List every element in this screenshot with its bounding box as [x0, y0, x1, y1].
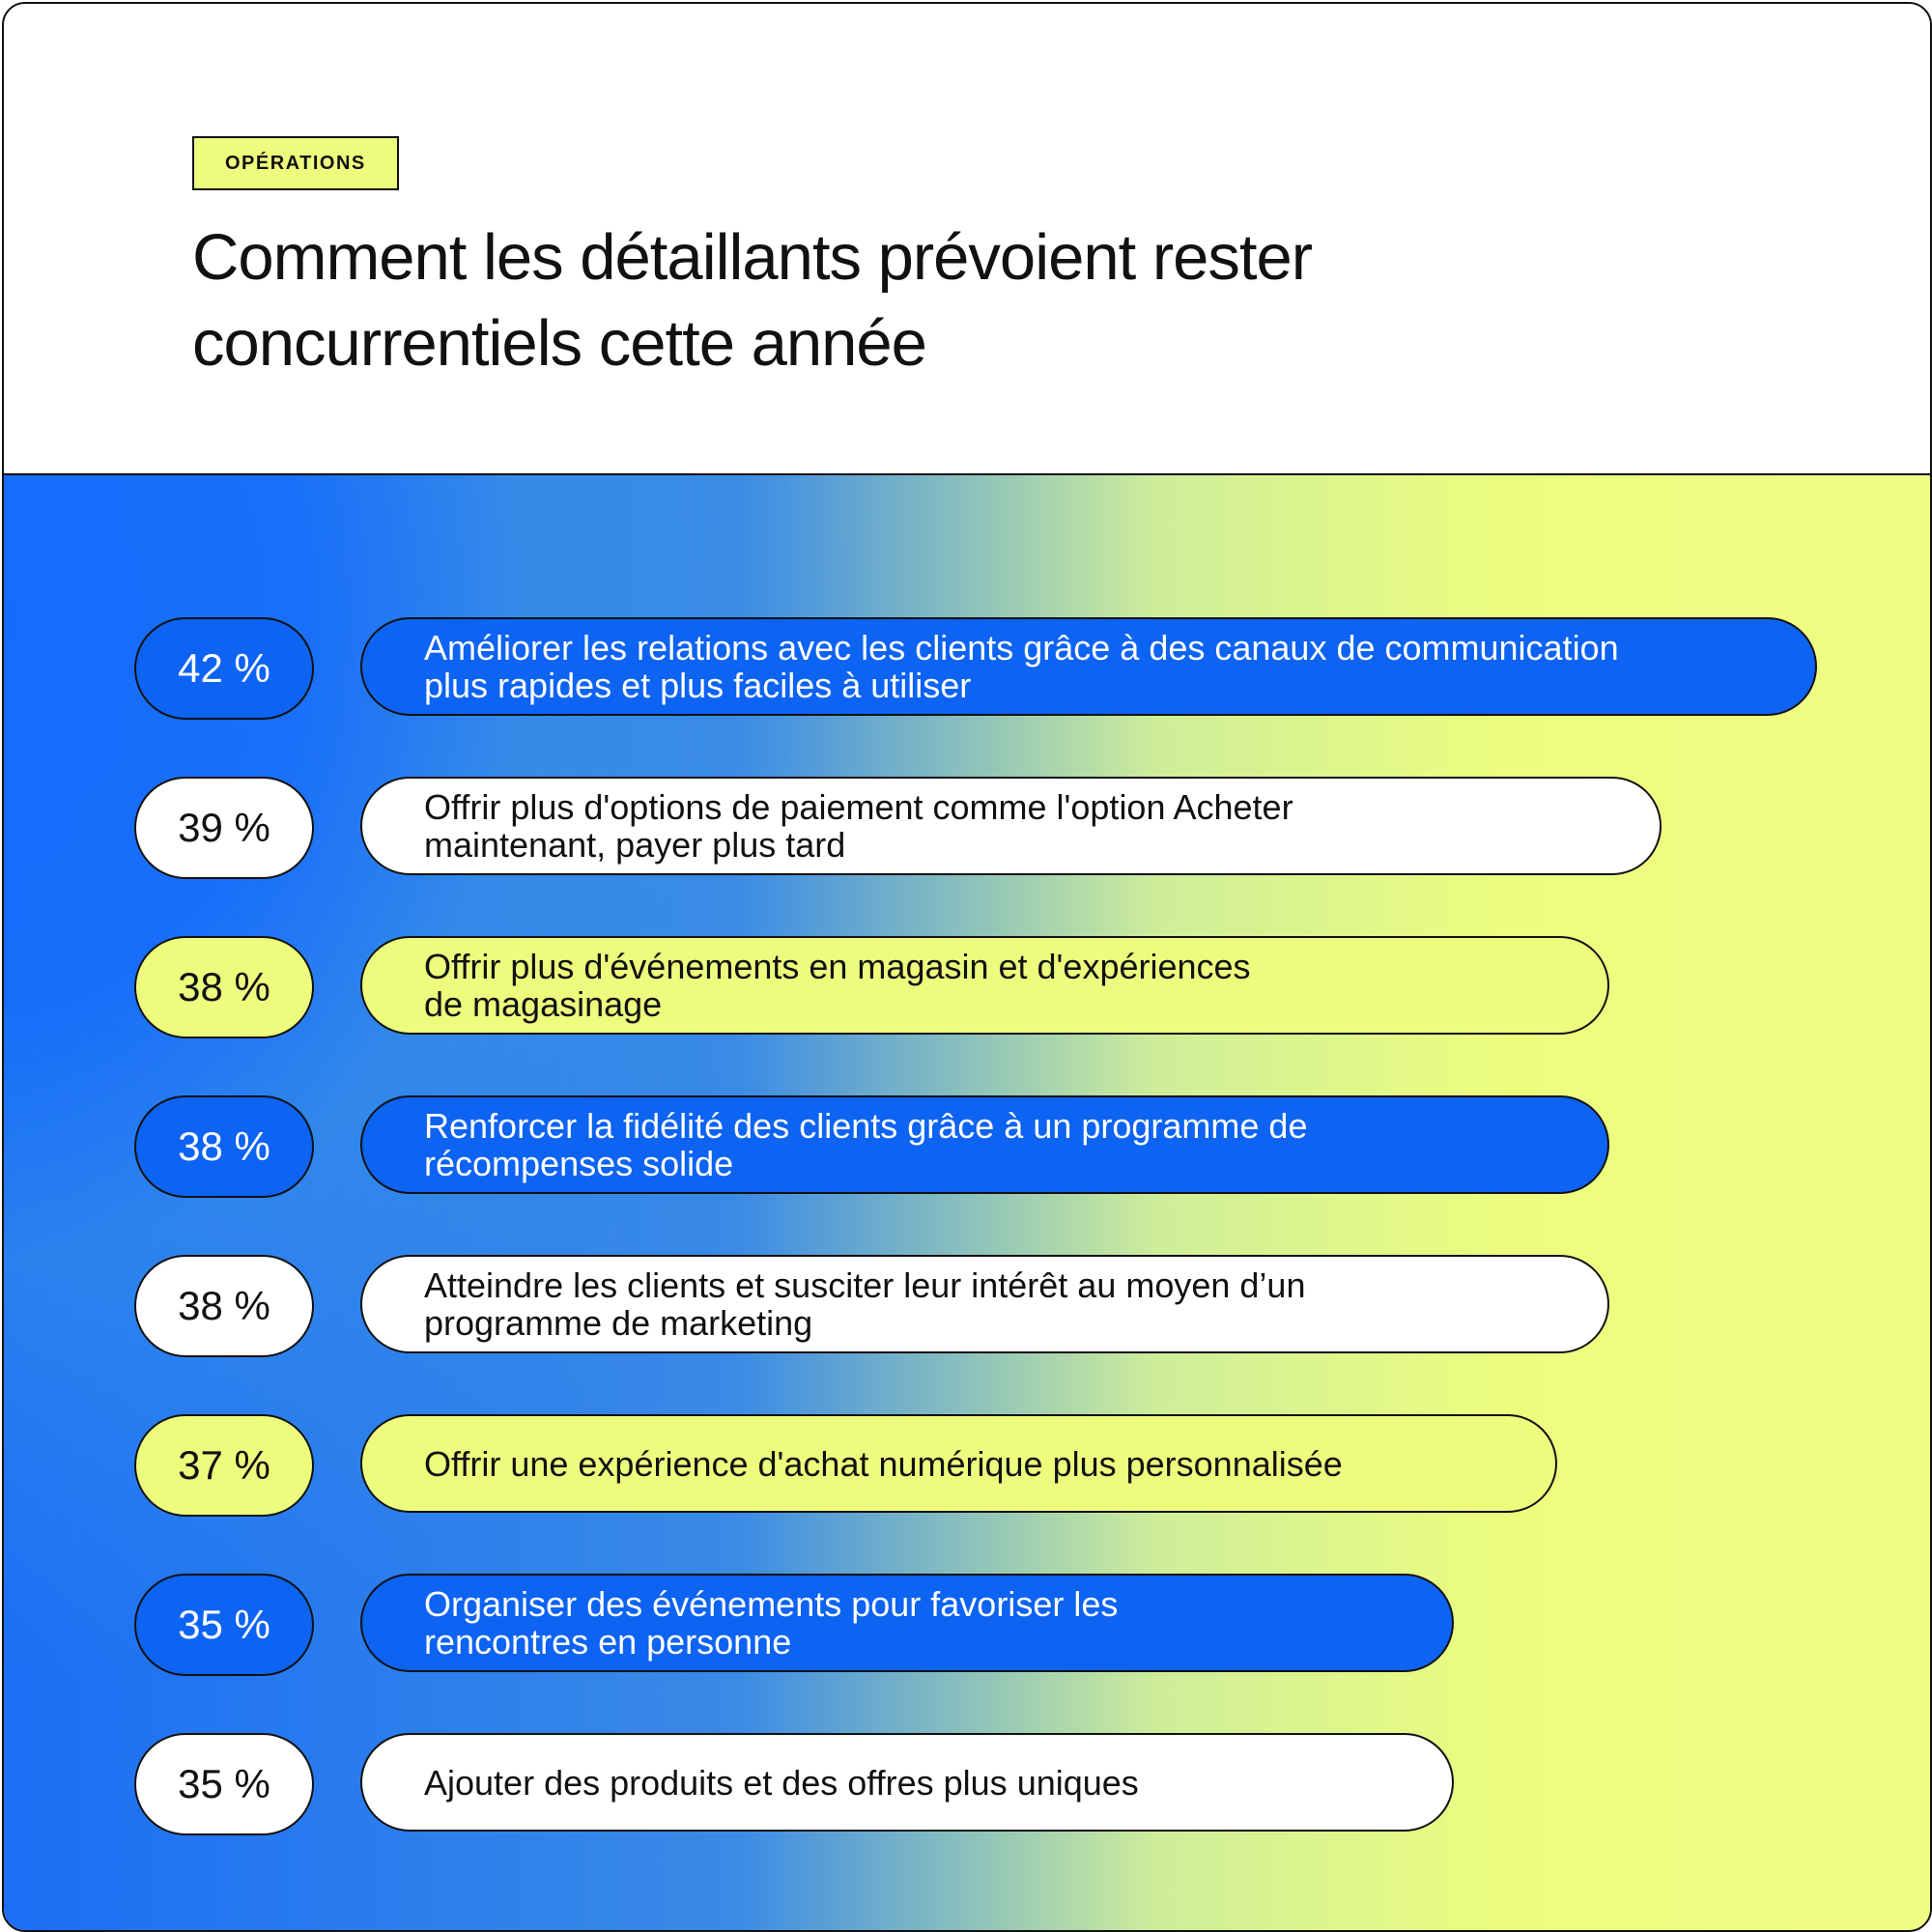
bar-row: [4, 777, 1930, 879]
bar: [360, 1255, 1609, 1353]
bar-row: [4, 1574, 1930, 1676]
category-tag: OPÉRATIONS: [192, 136, 399, 190]
bar-row: [4, 1255, 1930, 1357]
value-label: 35 %: [134, 1733, 314, 1835]
infographic-card: [2, 2, 1932, 1932]
category-label: Ajouter des produits et des offres plus uniques: [424, 1762, 1139, 1803]
bar-row: [4, 936, 1930, 1038]
value-label: 42 %: [134, 617, 314, 720]
category-label: Atteindre les clients et susciter leur intérêt au moyen d’un programme de marketing: [424, 1265, 1306, 1343]
bar-row: [4, 1733, 1930, 1835]
bar: [360, 1733, 1454, 1832]
header-section: [4, 4, 1930, 475]
value-label: 38 %: [134, 1255, 314, 1357]
category-label: Offrir plus d'événements en magasin et d'expériences de magasinage: [424, 947, 1251, 1024]
value-label: 39 %: [134, 777, 314, 879]
bar-row: [4, 617, 1930, 720]
value-label: 38 %: [134, 1095, 314, 1198]
chart-area: [4, 475, 1930, 1930]
bar: [360, 936, 1609, 1035]
value-label: 38 %: [134, 936, 314, 1038]
bar-row: [4, 1095, 1930, 1198]
category-label: Offrir une expérience d'achat numérique plus personnalisée: [424, 1443, 1343, 1484]
value-label: 35 %: [134, 1574, 314, 1676]
category-label: Améliorer les relations avec les clients grâce à des canaux de communication plus rapides et plus faciles à utiliser: [424, 628, 1619, 705]
category-label: Offrir plus d'options de paiement comme l'option Acheter maintenant, payer plus tard: [424, 787, 1293, 865]
bar: [360, 1095, 1609, 1194]
bar-row: [4, 1414, 1930, 1517]
bar: [360, 1414, 1557, 1513]
chart-title: Comment les détaillants prévoient rester concurrentiels cette année: [192, 221, 1313, 380]
category-label: Organiser des événements pour favoriser les rencontres en personne: [424, 1584, 1119, 1662]
bar: [360, 617, 1817, 716]
category-label: Renforcer la fidélité des clients grâce à un programme de récompenses solide: [424, 1106, 1308, 1183]
bar: [360, 777, 1662, 875]
bar: [360, 1574, 1454, 1672]
value-label: 37 %: [134, 1414, 314, 1517]
